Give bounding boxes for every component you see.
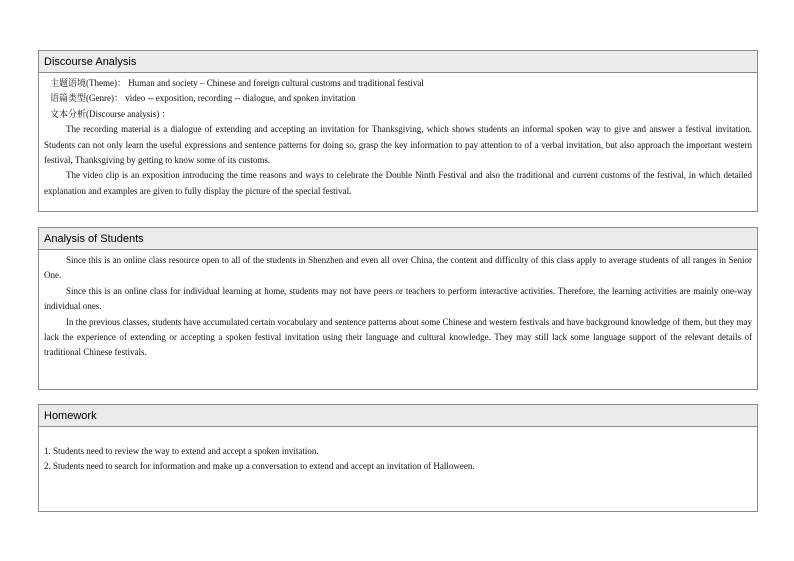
analysis-of-students-section (38, 227, 758, 390)
discourse-analysis-header: Discourse Analysis (39, 51, 757, 73)
discourse-paragraph-video: The video clip is an exposition introducing the time reasons and ways to celebrate the Double Ninth Festival and also the traditional and current customs of the festival, in which detailed explanation and examples are given to fully display the picture of the special festival. (44, 170, 752, 196)
homework-header: Homework (39, 405, 757, 427)
discourse-analysis-section (38, 50, 758, 212)
discourse-paragraph-recording: The recording material is a dialogue of extending and accepting an invitation for Thanksgiving, which shows students an informal spoken way to give and answer a festival invitation. Students can not only learn the useful expressions and sentence patterns for doing so, grasp the key information to pay attention to of a verbal invitation, but also approach the important western festival, Thanksgiving by getting to know some of its customs. (44, 124, 752, 166)
homework-item: 2. Students need to search for information and make up a conversation to extend and accept an invitation of Halloween. (44, 461, 475, 472)
discourse-analysis-line: 文本分析(Discourse analysis) ： (50, 108, 171, 119)
students-paragraph-online-resource: Since this is an online class resource open to all of the students in Shenzhen and even all over China, the content and difficulty of this class apply to average students of all ranges in Senior One. (44, 255, 752, 281)
analysis-of-students-header: Analysis of Students (39, 228, 757, 250)
students-paragraph-individual-learning: Since this is an online class for individual learning at home, students may not have peers or teachers to perform interactive activities. Therefore, the learning activities are mainly one-way individual ones. (44, 285, 752, 312)
genre-line: 语篇类型(Genre)： video -- exposition, recording -- dialogue, and spoken invitation (50, 93, 356, 104)
homework-item: 1. Students need to review the way to extend and accept a spoken invitation. (44, 446, 319, 456)
theme-line: 主题语境(Theme)： Human and society – Chinese and foreign cultural customs and traditional festival (50, 78, 424, 88)
students-paragraph-previous-classes: In the previous classes, students have accumulated certain vocabulary and sentence patterns about some Chinese and western festivals and have background knowledge of them, but they may lack the experience of extending or accepting a spoken festival invitation using their language and cultural knowledge. They may still lack some language support of the relevant details of traditional Chinese festivals. (44, 316, 752, 358)
discourse-analysis-body (39, 73, 757, 199)
homework-body (39, 427, 757, 475)
analysis-of-students-body (39, 250, 757, 361)
homework-section (38, 404, 758, 512)
